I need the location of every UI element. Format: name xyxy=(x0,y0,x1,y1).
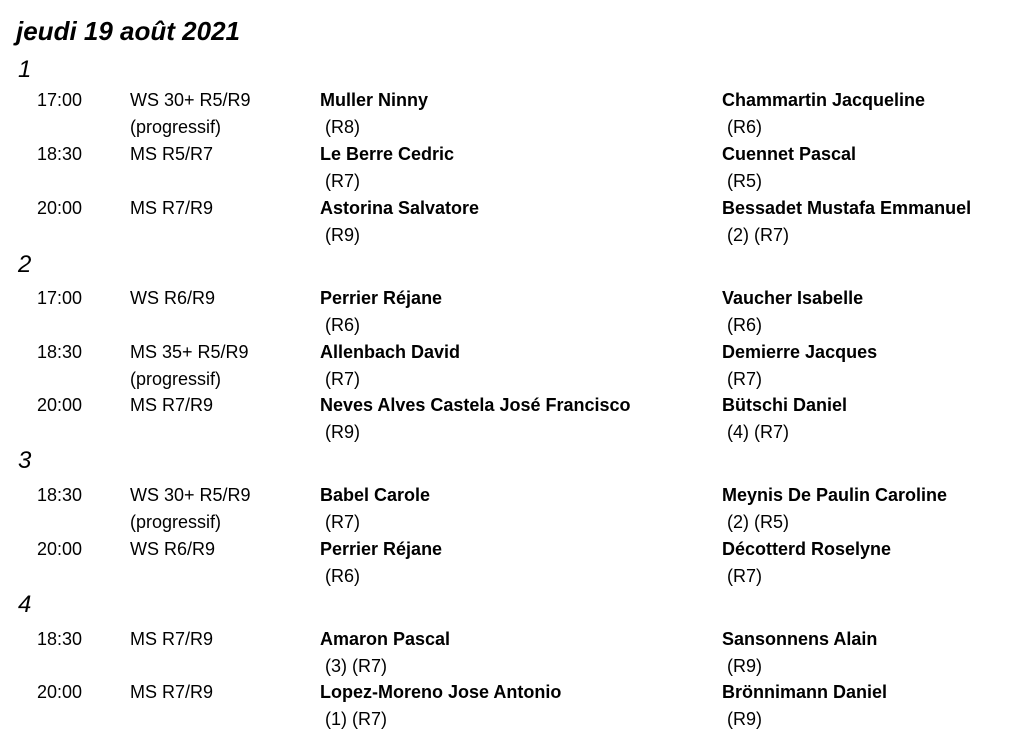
match-event-note xyxy=(130,168,213,195)
player1-detail: (3) (R7) xyxy=(325,656,387,676)
player1-detail: (R7) xyxy=(325,369,360,389)
match-event: MS R5/R7 xyxy=(130,144,214,164)
match-event-note xyxy=(130,419,213,446)
player1-cell xyxy=(320,679,561,733)
match-time: 18:30 xyxy=(37,342,83,362)
player1-name: Perrier Réjane xyxy=(320,539,443,559)
player1-name: Lopez-Moreno Jose Antonio xyxy=(320,682,562,702)
player2-cell xyxy=(722,87,925,141)
player2-cell xyxy=(722,626,877,680)
player2-cell xyxy=(722,339,877,393)
match-event-cell xyxy=(130,536,215,590)
match-event-cell xyxy=(130,87,251,141)
court-heading: 4 xyxy=(18,591,32,618)
player2-name: Cuennet Pascal xyxy=(722,144,857,164)
match-event-note: (progressif) xyxy=(130,369,222,389)
player2-detail: (R5) xyxy=(727,171,762,191)
match-row xyxy=(0,339,1024,393)
match-row xyxy=(0,626,1024,680)
player1-cell xyxy=(320,536,442,590)
match-time-cell xyxy=(37,679,82,706)
match-row xyxy=(0,679,1024,733)
match-event-note xyxy=(130,312,215,339)
player2-detail: (2) (R5) xyxy=(727,512,789,532)
player2-name: Décotterd Roselyne xyxy=(722,539,892,559)
match-row xyxy=(0,141,1024,195)
player1-detail: (R7) xyxy=(325,512,360,532)
player1-detail: (R9) xyxy=(325,225,360,245)
player2-cell xyxy=(722,482,947,536)
player1-cell xyxy=(320,339,460,393)
player1-name: Astorina Salvatore xyxy=(320,198,480,218)
match-row xyxy=(0,87,1024,141)
player1-cell xyxy=(320,141,454,195)
match-time: 18:30 xyxy=(37,485,83,505)
match-time: 20:00 xyxy=(37,682,83,702)
court-heading: 2 xyxy=(18,251,32,278)
match-event-note: (progressif) xyxy=(130,512,222,532)
player1-name: Babel Carole xyxy=(320,485,431,505)
player1-name: Le Berre Cedric xyxy=(320,144,455,164)
match-event-note: (progressif) xyxy=(130,117,222,137)
player1-detail: (R7) xyxy=(325,171,360,191)
player2-detail: (2) (R7) xyxy=(727,225,789,245)
match-event: WS R6/R9 xyxy=(130,539,216,559)
match-row xyxy=(0,195,1024,249)
match-time: 20:00 xyxy=(37,198,83,218)
player2-name: Meynis De Paulin Caroline xyxy=(722,485,948,505)
player1-cell xyxy=(320,482,430,536)
match-time-cell xyxy=(37,339,82,366)
match-event-cell xyxy=(130,392,213,446)
match-event: WS 30+ R5/R9 xyxy=(130,485,251,505)
player1-name: Muller Ninny xyxy=(320,90,429,110)
match-event-cell xyxy=(130,679,213,733)
match-event-cell xyxy=(130,626,213,680)
player2-detail: (R6) xyxy=(727,117,762,137)
player1-name: Neves Alves Castela José Francisco xyxy=(320,395,631,415)
match-event-cell xyxy=(130,482,251,536)
match-row xyxy=(0,392,1024,446)
match-time-cell xyxy=(37,285,82,312)
match-time: 20:00 xyxy=(37,395,83,415)
match-row xyxy=(0,482,1024,536)
player1-cell xyxy=(320,285,442,339)
match-event-cell xyxy=(130,195,213,249)
player2-name: Sansonnens Alain xyxy=(722,629,878,649)
player1-name: Amaron Pascal xyxy=(320,629,451,649)
player2-name: Demierre Jacques xyxy=(722,342,878,362)
match-time-cell xyxy=(37,392,82,419)
player2-cell xyxy=(722,285,863,339)
player2-name: Bessadet Mustafa Emmanuel xyxy=(722,198,972,218)
player1-detail: (R6) xyxy=(325,566,360,586)
match-time-cell xyxy=(37,141,82,168)
player1-detail: (R8) xyxy=(325,117,360,137)
match-event-note xyxy=(130,563,215,590)
court-heading: 1 xyxy=(18,56,32,83)
match-row xyxy=(0,536,1024,590)
match-time: 18:30 xyxy=(37,144,83,164)
match-event: MS R7/R9 xyxy=(130,395,214,415)
player2-cell xyxy=(722,195,971,249)
match-time-cell xyxy=(37,536,82,563)
player2-detail: (R6) xyxy=(727,315,762,335)
player2-name: Vaucher Isabelle xyxy=(722,288,864,308)
player2-cell xyxy=(722,679,887,733)
match-row xyxy=(0,285,1024,339)
match-event-note xyxy=(130,653,213,680)
player1-cell xyxy=(320,626,450,680)
match-event: WS R6/R9 xyxy=(130,288,216,308)
player2-detail: (R7) xyxy=(727,369,762,389)
player2-detail: (R7) xyxy=(727,566,762,586)
player2-cell xyxy=(722,536,891,590)
match-time: 18:30 xyxy=(37,629,83,649)
player1-cell xyxy=(320,392,631,446)
player1-detail: (R9) xyxy=(325,422,360,442)
match-time: 20:00 xyxy=(37,539,83,559)
match-event: MS R7/R9 xyxy=(130,682,214,702)
player1-cell xyxy=(320,87,428,141)
match-event: WS 30+ R5/R9 xyxy=(130,90,251,110)
match-event-cell xyxy=(130,285,215,339)
match-event: MS R7/R9 xyxy=(130,629,214,649)
match-time: 17:00 xyxy=(37,288,83,308)
match-event-note xyxy=(130,222,213,249)
player1-detail: (1) (R7) xyxy=(325,709,387,729)
date-title: jeudi 19 août 2021 xyxy=(16,16,240,46)
player2-cell xyxy=(722,141,856,195)
match-time-cell xyxy=(37,626,82,653)
match-event: MS 35+ R5/R9 xyxy=(130,342,249,362)
match-event: MS R7/R9 xyxy=(130,198,214,218)
player1-detail: (R6) xyxy=(325,315,360,335)
player2-detail: (R9) xyxy=(727,709,762,729)
player1-name: Allenbach David xyxy=(320,342,461,362)
match-time-cell xyxy=(37,87,82,114)
match-event-cell xyxy=(130,141,213,195)
player1-cell xyxy=(320,195,479,249)
player2-detail: (4) (R7) xyxy=(727,422,789,442)
match-time: 17:00 xyxy=(37,90,83,110)
match-time-cell xyxy=(37,195,82,222)
match-time-cell xyxy=(37,482,82,509)
player1-name: Perrier Réjane xyxy=(320,288,443,308)
player2-name: Brönnimann Daniel xyxy=(722,682,888,702)
court-heading: 3 xyxy=(18,447,32,474)
player2-name: Chammartin Jacqueline xyxy=(722,90,926,110)
player2-name: Bütschi Daniel xyxy=(722,395,848,415)
player2-cell xyxy=(722,392,847,446)
player2-detail: (R9) xyxy=(727,656,762,676)
match-event-cell xyxy=(130,339,249,393)
match-event-note xyxy=(130,706,213,733)
